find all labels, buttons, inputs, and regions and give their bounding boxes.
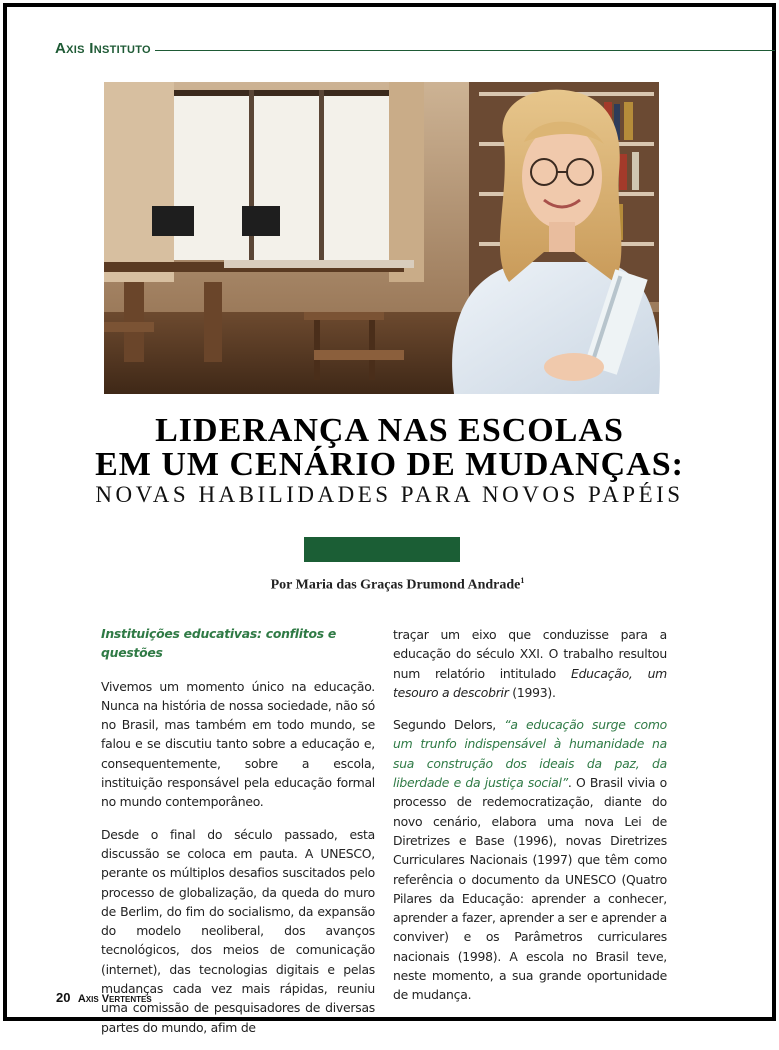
text-run: traçar um eixo que conduzisse para a educação do século XXI. O trabalho resultou num relatório intitulado	[393, 627, 667, 681]
article-subtitle: NOVAS HABILIDADES PARA NOVOS PAPÉIS	[95, 482, 684, 507]
report-title: Educação, um tesouro a descobrir	[393, 665, 667, 700]
hero-illustration	[104, 82, 659, 394]
paragraph: Vivemos um momento único na educação. Nunca na história de nossa sociedade, não só no Brasil, mas também em todo mundo, se falou e se discutiu tanto sobre a educação e, consequentemente, sobre a escola, instituição responsável pela educação formal no mundo contemporâneo.	[101, 678, 375, 810]
paragraph	[393, 715, 667, 1004]
author-text: Por Maria das Graças Drumond Andrade	[270, 577, 521, 593]
hero-image	[104, 82, 659, 394]
article-title-line-1: LIDERANÇA NAS ESCOLAS	[155, 412, 624, 449]
author-byline	[0, 576, 779, 594]
text-run: Segundo Delors,	[393, 717, 505, 733]
right-column	[393, 625, 667, 1018]
footer-brand: Axis Vertentes	[77, 993, 152, 1005]
header-rule	[155, 50, 775, 51]
paragraph: Desde o final do século passado, esta discussão se coloca em pauta. A UNESCO, perante os múltiplos desafios suscitados pelo processo de globalização, da queda do muro de Berlim, do fim do socialismo, da expansão do modelo neoliberal, dos avanços tecnológicos, dos meios de comunicação (internet), das tecnologias digitais e pelas mudanças cada vez mais rápidas, reuniu uma comissão de pesquisadores de diversas partes do mundo, afim de	[101, 826, 375, 1035]
header-brand: Axis Instituto	[55, 40, 151, 57]
paragraph	[393, 625, 667, 702]
page-number: 20	[56, 990, 71, 1005]
text-run: . O Brasil vivia o processo de redemocratização, diante do novo cenário, elabora uma nova Lei de Diretrizes e Base (1996), novas Diretrizes Curriculares Nacionais (1997) que têm como referência o documento da UNESCO (Quatro Pilares da Educação: aprender a conhecer, aprender a fazer, aprender a ser e aprender a conviver) e os Parâmetros curriculares nacionais (1998). A escola no Brasil teve, neste momento, a sua grande oportunidade de mudança.	[393, 775, 667, 1003]
left-column	[101, 624, 375, 1050]
decorative-green-bar	[304, 537, 460, 562]
page-footer	[56, 990, 152, 1005]
article-title-line-2: EM UM CENÁRIO DE MUDANÇAS:	[95, 446, 684, 483]
text-run: (1993).	[508, 684, 556, 700]
section-heading: Instituições educativas: conflitos e questões	[101, 626, 337, 661]
delors-quote: “a educação surge como um trunfo indispensável à humanidade na sua construção dos ideais da paz, da liberdade e da justiça social”	[393, 717, 667, 791]
author-footnote-marker: 1	[520, 576, 525, 585]
